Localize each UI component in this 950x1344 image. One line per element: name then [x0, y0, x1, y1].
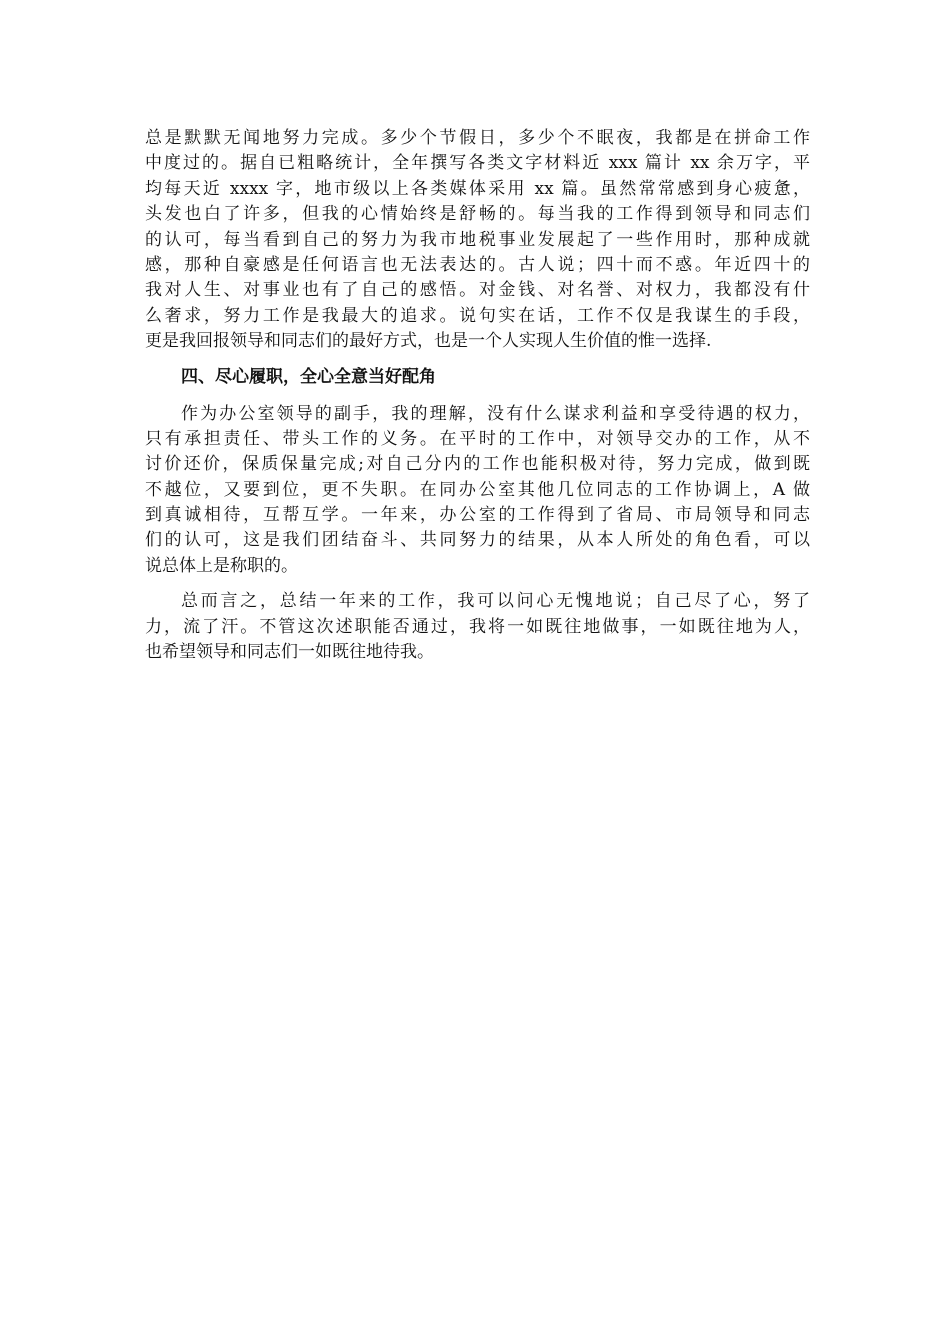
- text-line: 讨价还价，保质保量完成;对自己分内的工作也能积极对待，努力完成，做到既: [145, 454, 810, 475]
- paragraph-role-duty: [145, 402, 810, 580]
- text-line: 感，那种自豪感是任何语言也无法表达的。古人说；四十而不惑。年近四十的: [145, 254, 810, 275]
- text-line: 均每天近 xxxx 字，地市级以上各类媒体采用 xx 篇。虽然常常感到身心疲惫，: [145, 178, 810, 199]
- text-line: 作为办公室领导的副手，我的理解，没有什么谋求利益和享受待遇的权力，: [181, 403, 810, 424]
- text-line: 的认可，每当看到自己的努力为我市地税事业发展起了一些作用时，那种成就: [145, 229, 810, 250]
- text-line: 更是我回报领导和同志们的最好方式，也是一个人实现人生价值的惟一选择.: [145, 331, 712, 352]
- text-line: 到真诚相待，互帮互学。一年来，办公室的工作得到了省局、市局领导和同志: [145, 505, 810, 526]
- text-line: 我对人生、对事业也有了自己的感悟。对金钱、对名誉、对权力，我都没有什: [145, 280, 810, 301]
- text-line: 力，流了汗。不管这次述职能否通过，我将一如既往地做事，一如既往地为人，: [145, 616, 810, 637]
- text-line: 总是默默无闻地努力完成。多少个节假日，多少个不眠夜，我都是在拼命工作: [145, 128, 810, 148]
- document-body: [145, 126, 810, 675]
- paragraph-conclusion: [145, 589, 810, 665]
- text-line: 中度过的。据自已粗略统计，全年撰写各类文字材料近 xxx 篇计 xx 余万字，平: [145, 153, 810, 174]
- text-line: 总而言之，总结一年来的工作，我可以问心无愧地说；自己尽了心，努了: [181, 591, 810, 612]
- text-line: 们的认可，这是我们团结奋斗、共同努力的结果，从本人所处的角色看，可以: [145, 530, 810, 551]
- text-line: 头发也白了许多，但我的心情始终是舒畅的。每当我的工作得到领导和同志们: [145, 204, 810, 225]
- paragraph-work-dedication: [145, 126, 810, 355]
- text-line: 不越位，又要到位，更不失职。在同办公室其他几位同志的工作协调上，A 做: [145, 479, 810, 500]
- section-heading: 四、尽心履职，全心全意当好配角: [181, 366, 436, 387]
- text-line: 也希望领导和同志们一如既往地待我。: [145, 642, 434, 663]
- text-line: 只有承担责任、带头工作的义务。在平时的工作中，对领导交办的工作，从不: [145, 428, 810, 449]
- text-line: 么奢求，努力工作是我最大的追求。说句实在话，工作不仅是我谋生的手段，: [145, 305, 810, 326]
- text-line: 说总体上是称职的。: [145, 555, 298, 576]
